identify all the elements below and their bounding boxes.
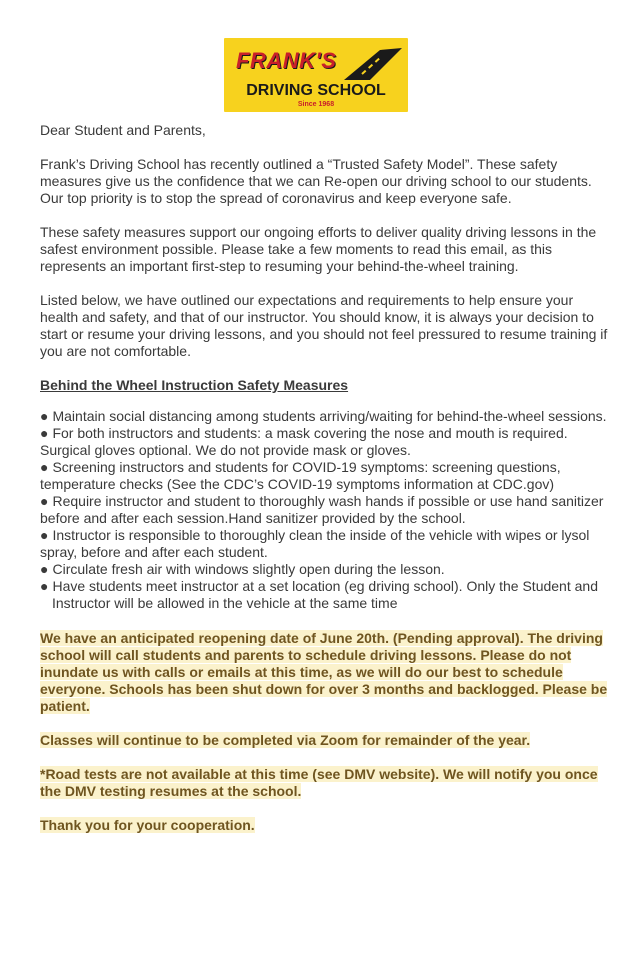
safety-measures-list (40, 408, 610, 612)
list-item: ● Instructor is responsible to thoroughly clean the inside of the vehicle with wipes or lysol spray, before and after each student. (40, 527, 590, 560)
bullet-icon: ● (40, 493, 49, 509)
road-icon (340, 46, 404, 82)
list-item: ● Maintain social distancing among students arriving/waiting for behind-the-wheel sessions. (40, 408, 607, 424)
section-heading: Behind the Wheel Instruction Safety Measures (40, 377, 349, 393)
logo-brand: FRANK'S (236, 48, 337, 73)
logo-subtitle: DRIVING SCHOOL (246, 82, 386, 99)
bullet-icon: ● (40, 459, 49, 475)
reopening-notice: We have an anticipated reopening date of June 20th. (Pending approval). The driving school will call students and parents to schedule driving lessons. Please do not inundate us with calls or emails at this time, as we will do our best to schedule everyone. Schools has been shut down for over 3 months and backlogged. Please be patient. (40, 630, 608, 714)
paragraph-safety: These safety measures support our ongoing efforts to deliver quality driving lessons in the safest environment possible. Please take a few moments to read this email, as this represents an important first-step to resuming your behind-the-wheel training. (40, 224, 597, 274)
logo-since: Since 1968 (297, 101, 335, 108)
list-item: ● Require instructor and student to thoroughly wash hands if possible or use hand sanitizer before and after each session.Hand sanitizer provided by the school. (40, 493, 604, 526)
paragraph-intro: Frank’s Driving School has recently outlined a “Trusted Safety Model”. These safety measures give us the confidence that we can Re-open our driving school to our students. Our top priority is to stop the spread of coronavirus and keep everyone safe. (40, 156, 592, 206)
bullet-icon: ● (40, 578, 49, 594)
list-item: ● Circulate fresh air with windows slightly open during the lesson. (40, 561, 445, 577)
bullet-icon: ● (40, 408, 49, 424)
bullet-icon: ● (40, 425, 49, 441)
paragraph-expectations: Listed below, we have outlined our expectations and requirements to help ensure your health and safety, and that of our instructor. You should know, it is always your decision to start or resume your driving lessons, and you should not feel pressured to resume training if you are not comfortable. (40, 292, 608, 359)
road-tests-notice: *Road tests are not available at this time (see DMV website). We will notify you once the DMV testing resumes at the school. (40, 766, 598, 799)
list-item: ● Have students meet instructor at a set location (eg driving school). Only the Student and Instructor will be allowed in the vehicle at the same time (40, 578, 598, 611)
bullet-icon: ● (40, 561, 49, 577)
letter-body (40, 122, 610, 851)
closing-thanks: Thank you for your cooperation. (40, 817, 255, 833)
zoom-classes-notice: Classes will continue to be completed via Zoom for remainder of the year. (40, 732, 531, 748)
list-item: ● For both instructors and students: a mask covering the nose and mouth is required. Surgical gloves optional. We do not provide mask or gloves. (40, 425, 568, 458)
salutation: Dear Student and Parents, (40, 122, 206, 138)
list-item: ● Screening instructors and students for COVID-19 symptoms: screening questions, temperature checks (See the CDC’s COVID-19 symptoms information at CDC.gov) (40, 459, 561, 492)
bullet-icon: ● (40, 527, 49, 543)
franks-driving-school-logo (224, 38, 408, 112)
